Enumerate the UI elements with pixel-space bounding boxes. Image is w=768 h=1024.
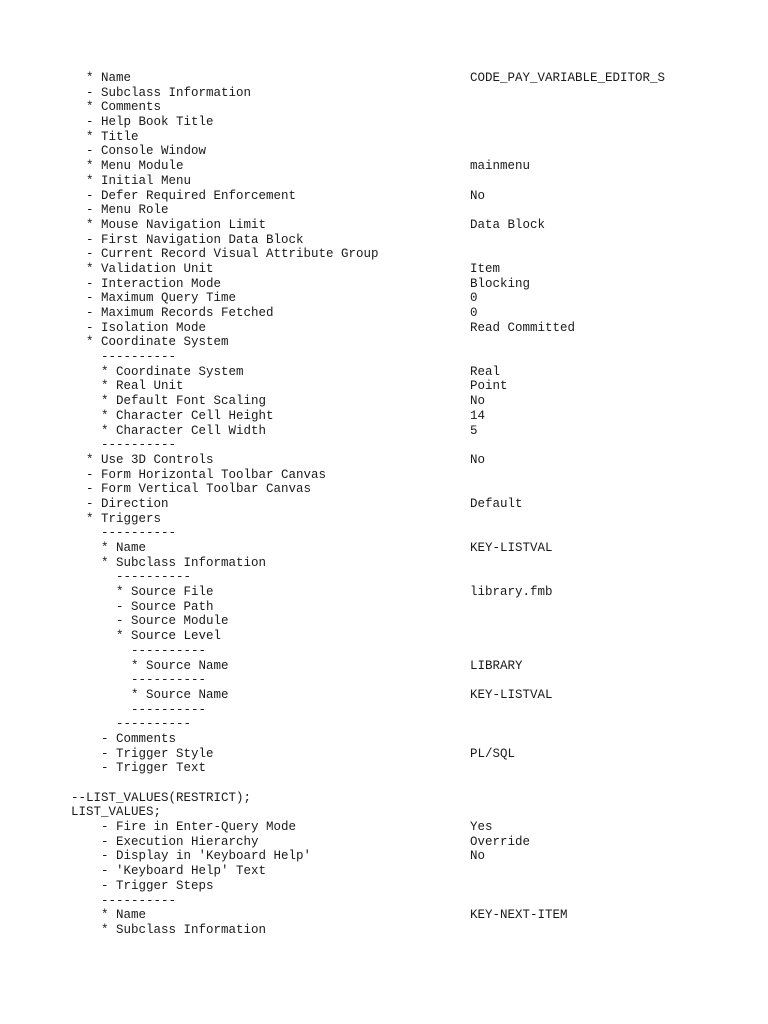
property-line [0, 835, 768, 850]
property-value: Real [470, 364, 501, 379]
property-value: Read Committed [470, 320, 576, 335]
property-line [0, 262, 768, 277]
property-label: --LIST_VALUES(RESTRICT); [71, 790, 252, 805]
property-label: ---------- [71, 570, 192, 585]
property-label: - Source Module [71, 614, 229, 629]
property-value: Default [470, 496, 523, 511]
property-line [0, 512, 768, 527]
property-line [0, 849, 768, 864]
property-line [0, 277, 768, 292]
property-value: No [470, 394, 486, 409]
property-line [0, 115, 768, 130]
property-label: * Source Name [71, 687, 229, 702]
property-line [0, 189, 768, 204]
property-label: * Initial Menu [71, 173, 192, 188]
property-label: * Mouse Navigation Limit [71, 217, 267, 232]
property-line [0, 291, 768, 306]
property-line [0, 453, 768, 468]
property-label: - Form Vertical Toolbar Canvas [71, 482, 312, 497]
property-value: Override [470, 834, 531, 849]
property-label: - Form Horizontal Toolbar Canvas [71, 467, 327, 482]
property-value: 0 [470, 306, 478, 320]
property-label: * Validation Unit [71, 261, 214, 276]
property-line [0, 644, 768, 659]
property-label: * Character Cell Width [71, 423, 267, 438]
property-label: * Source File [71, 585, 214, 600]
property-label: * Source Name [71, 658, 229, 673]
property-label: ---------- [71, 643, 207, 658]
property-line [0, 556, 768, 571]
property-value: No [470, 849, 486, 864]
property-line [0, 482, 768, 497]
property-label: LIST_VALUES; [71, 805, 162, 820]
property-line [0, 820, 768, 835]
property-label: * Default Font Scaling [71, 394, 267, 409]
property-line [0, 71, 768, 86]
property-line [0, 629, 768, 644]
property-label: - Trigger Steps [71, 878, 214, 893]
property-value: Point [470, 379, 508, 394]
property-line [0, 585, 768, 600]
property-line [0, 600, 768, 615]
property-label: * Coordinate System [71, 364, 244, 379]
property-label: ---------- [71, 717, 192, 732]
property-label: * Name [71, 908, 147, 923]
property-label: - Trigger Style [71, 746, 214, 761]
property-line [0, 350, 768, 365]
property-label: - Fire in Enter-Query Mode [71, 820, 297, 835]
property-line [0, 673, 768, 688]
property-value: CODE_PAY_VARIABLE_EDITOR_S [470, 71, 666, 85]
property-label: - 'Keyboard Help' Text [71, 864, 267, 879]
property-label: ---------- [71, 438, 177, 453]
property-line [0, 394, 768, 409]
property-value: LIBRARY [470, 658, 523, 673]
property-line [0, 306, 768, 321]
property-line [0, 526, 768, 541]
property-label: * Title [71, 129, 139, 144]
property-line [0, 247, 768, 262]
property-line [0, 218, 768, 233]
property-line [0, 703, 768, 718]
property-value: KEY-NEXT-ITEM [470, 908, 568, 923]
property-line [0, 100, 768, 115]
property-line [0, 923, 768, 938]
property-line [0, 365, 768, 380]
property-value: Yes [470, 820, 493, 835]
property-line [0, 409, 768, 424]
property-label: ---------- [71, 350, 177, 365]
property-line [0, 379, 768, 394]
property-label: - Defer Required Enforcement [71, 188, 297, 203]
property-line [0, 424, 768, 439]
property-label: * Name [71, 71, 132, 85]
property-line [0, 717, 768, 732]
property-label: * Name [71, 541, 147, 555]
property-line [0, 879, 768, 894]
property-line [0, 159, 768, 174]
property-value: Data Block [470, 217, 546, 232]
property-label: - Help Book Title [71, 115, 214, 130]
property-line [0, 86, 768, 101]
property-line [0, 541, 768, 556]
property-line [0, 321, 768, 336]
property-label: - Display in 'Keyboard Help' [71, 849, 312, 864]
property-line [0, 144, 768, 159]
property-line [0, 791, 768, 806]
property-label: * Subclass Information [71, 555, 267, 570]
property-value: Blocking [470, 276, 531, 291]
property-label: - Interaction Mode [71, 276, 222, 291]
property-value: 5 [470, 423, 478, 438]
property-line [0, 233, 768, 248]
property-line [0, 688, 768, 703]
property-value: 0 [470, 291, 478, 306]
property-line [0, 761, 768, 776]
property-line [0, 497, 768, 512]
property-label: * Character Cell Height [71, 408, 274, 423]
property-label: - Maximum Query Time [71, 291, 237, 306]
property-label: - Subclass Information [71, 85, 252, 100]
property-line [0, 659, 768, 674]
property-line [0, 203, 768, 218]
property-label: * Real Unit [71, 379, 184, 394]
property-label: - Trigger Text [71, 761, 207, 776]
property-line [0, 732, 768, 747]
property-line [0, 864, 768, 879]
property-line [0, 468, 768, 483]
property-label: - Source Path [71, 599, 214, 614]
property-line [0, 570, 768, 585]
property-value: KEY-LISTVAL [470, 541, 553, 555]
property-label: * Comments [71, 100, 162, 115]
property-value: library.fmb [470, 585, 553, 600]
property-value: No [470, 452, 486, 467]
property-line [0, 776, 768, 791]
property-label: - First Navigation Data Block [71, 232, 304, 247]
property-line [0, 174, 768, 189]
property-value: mainmenu [470, 159, 531, 174]
property-label: - Current Record Visual Attribute Group [71, 247, 379, 262]
property-line [0, 335, 768, 350]
property-value: PL/SQL [470, 746, 516, 761]
property-line [0, 130, 768, 145]
property-value: KEY-LISTVAL [470, 687, 553, 702]
property-line [0, 747, 768, 762]
property-line [0, 614, 768, 629]
property-label: ---------- [71, 526, 177, 541]
property-label: ---------- [71, 893, 177, 908]
property-label: - Direction [71, 496, 169, 511]
property-label: * Source Level [71, 629, 222, 644]
property-line [0, 805, 768, 820]
property-label: ---------- [71, 702, 207, 717]
property-label: * Coordinate System [71, 335, 229, 350]
property-label: - Execution Hierarchy [71, 834, 259, 849]
property-line [0, 438, 768, 453]
property-label: - Console Window [71, 144, 207, 159]
property-label: * Subclass Information [71, 922, 267, 937]
property-line [0, 894, 768, 909]
property-value: No [470, 188, 486, 203]
property-label: ---------- [71, 673, 207, 688]
property-label: - Maximum Records Fetched [71, 306, 274, 320]
property-line [0, 908, 768, 923]
property-label: * Triggers [71, 511, 162, 526]
property-label: * Use 3D Controls [71, 452, 214, 467]
property-label: - Comments [71, 731, 177, 746]
property-label: - Isolation Mode [71, 320, 207, 335]
property-label: - Menu Role [71, 203, 169, 218]
property-label: * Menu Module [71, 159, 184, 174]
property-value: Item [470, 261, 501, 276]
property-value: 14 [470, 408, 486, 423]
